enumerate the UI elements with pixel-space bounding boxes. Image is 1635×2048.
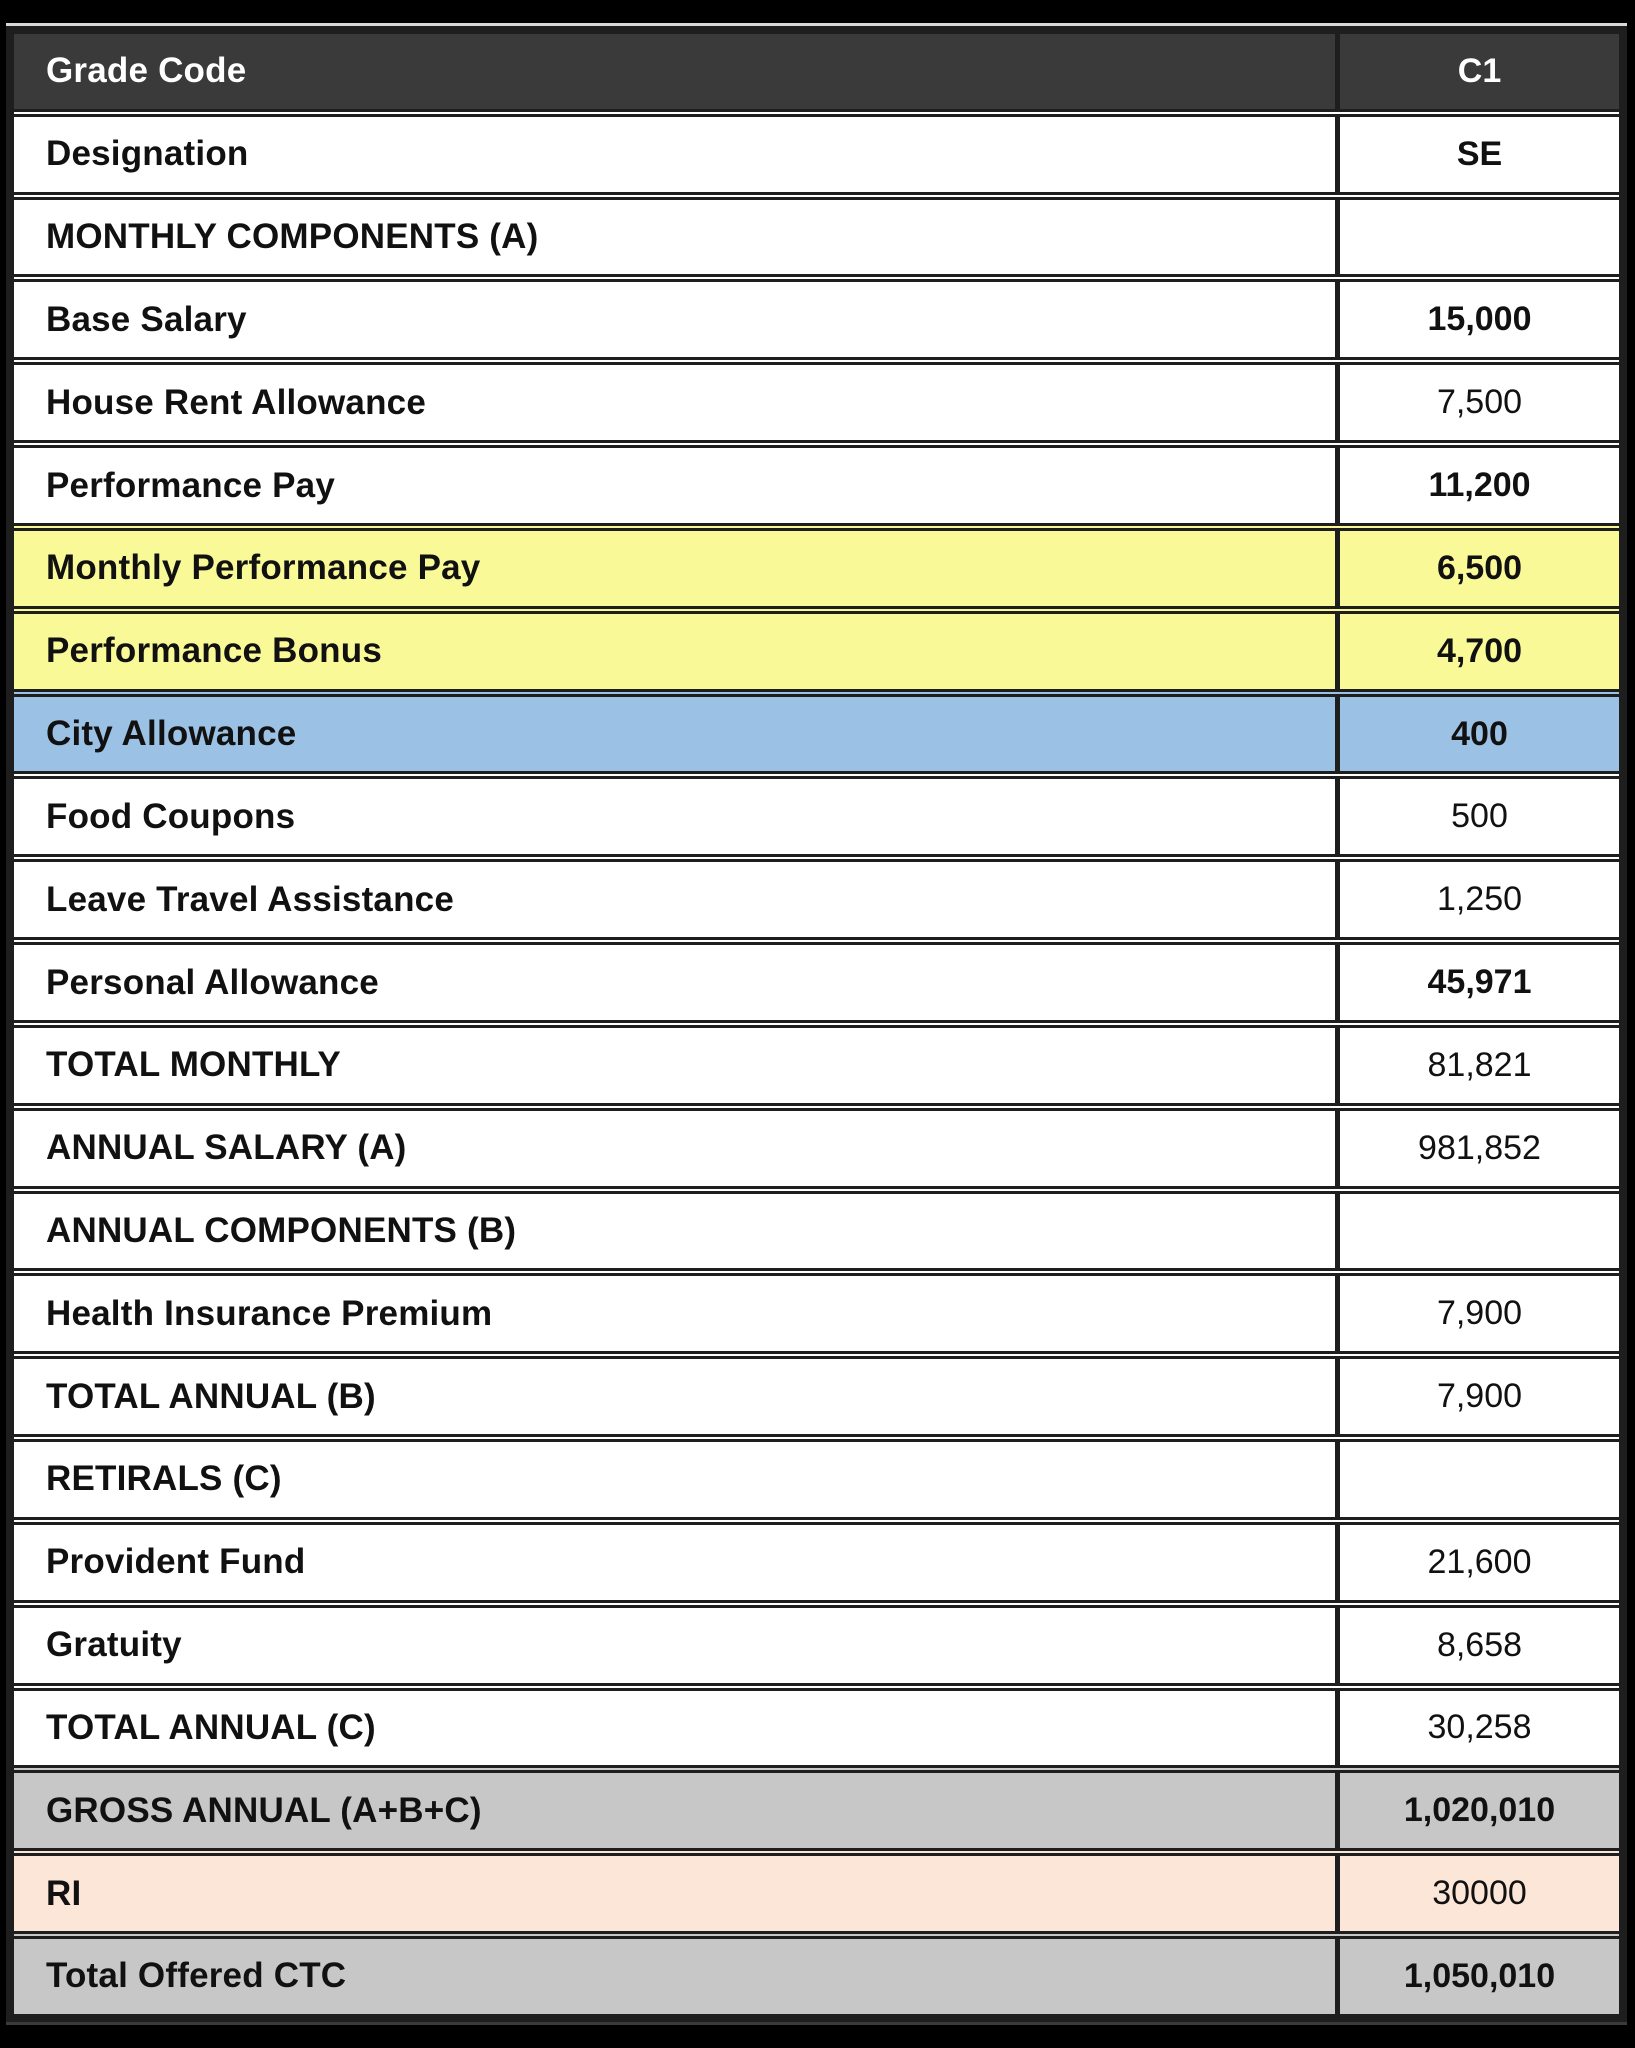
- row-label-cell: Health Insurance Premium: [46, 1293, 493, 1333]
- row-value-cell: 1,250: [1335, 862, 1619, 937]
- row-value-cell: 21,600: [1335, 1525, 1619, 1600]
- table-row: [14, 771, 1619, 854]
- row-value-cell: 400: [1335, 697, 1619, 772]
- row-value-cell: 81,821: [1335, 1028, 1619, 1103]
- row-value-cell: 1,020,010: [1335, 1773, 1619, 1848]
- table-row: [14, 1765, 1619, 1848]
- row-label-cell: Designation: [46, 134, 249, 174]
- table-row: [14, 523, 1619, 606]
- table-row: [14, 1517, 1619, 1600]
- table-row: [14, 1020, 1619, 1103]
- table-row: [14, 606, 1619, 689]
- row-label-cell: Grade Code: [46, 51, 247, 91]
- row-label-cell: ANNUAL SALARY (A): [46, 1128, 407, 1168]
- row-value-cell: 500: [1335, 779, 1619, 854]
- row-value-cell: SE: [1335, 117, 1619, 192]
- row-label-cell: Performance Bonus: [46, 631, 382, 671]
- row-value-cell: 15,000: [1335, 282, 1619, 357]
- row-value-cell: [1335, 1194, 1619, 1269]
- row-value-cell: [1335, 200, 1619, 275]
- table-header-row: [14, 34, 1619, 109]
- table-row: [14, 1434, 1619, 1517]
- row-label-cell: Monthly Performance Pay: [46, 548, 481, 588]
- table-row: [14, 689, 1619, 772]
- salary-table: [6, 26, 1627, 2022]
- row-value-cell: [1335, 1442, 1619, 1517]
- row-label-cell: Base Salary: [46, 299, 247, 339]
- row-value-cell: 30,258: [1335, 1691, 1619, 1766]
- row-label-cell: TOTAL MONTHLY: [46, 1045, 341, 1085]
- row-label-cell: RETIRALS (C): [46, 1459, 282, 1499]
- row-label-cell: Total Offered CTC: [46, 1956, 347, 1996]
- row-value-cell: 4,700: [1335, 614, 1619, 689]
- table-row: [14, 937, 1619, 1020]
- table-row: [14, 1683, 1619, 1766]
- table-row: [14, 357, 1619, 440]
- row-label-cell: City Allowance: [46, 714, 297, 754]
- row-label-cell: House Rent Allowance: [46, 382, 426, 422]
- table-row: [14, 109, 1619, 192]
- table-row: [14, 274, 1619, 357]
- table-row: [14, 1103, 1619, 1186]
- row-value-cell: 7,900: [1335, 1359, 1619, 1434]
- row-value-cell: C1: [1335, 34, 1619, 109]
- row-label-cell: ANNUAL COMPONENTS (B): [46, 1211, 517, 1250]
- table-row: [14, 1848, 1619, 1931]
- row-label-cell: GROSS ANNUAL (A+B+C): [46, 1790, 482, 1830]
- row-value-cell: 11,200: [1335, 448, 1619, 523]
- row-value-cell: 7,900: [1335, 1276, 1619, 1351]
- row-label-cell: Performance Pay: [46, 465, 335, 505]
- table-row: [14, 1931, 1619, 2014]
- row-label-cell: Gratuity: [46, 1625, 182, 1665]
- row-label-cell: TOTAL ANNUAL (C): [46, 1707, 376, 1747]
- row-value-cell: 45,971: [1335, 945, 1619, 1020]
- table-row: [14, 440, 1619, 523]
- table-row: [14, 854, 1619, 937]
- row-label-cell: RI: [46, 1873, 82, 1913]
- row-label-cell: TOTAL ANNUAL (B): [46, 1376, 376, 1416]
- row-value-cell: 981,852: [1335, 1111, 1619, 1186]
- row-label-cell: MONTHLY COMPONENTS (A): [46, 217, 539, 257]
- row-value-cell: 1,050,010: [1335, 1939, 1619, 2014]
- row-label-cell: Personal Allowance: [46, 962, 379, 1002]
- row-value-cell: 7,500: [1335, 365, 1619, 440]
- row-label-cell: Food Coupons: [46, 796, 296, 836]
- table-row: [14, 1186, 1619, 1269]
- row-label-cell: Provident Fund: [46, 1542, 306, 1582]
- row-label-cell: Leave Travel Assistance: [46, 879, 455, 919]
- table-row: [14, 192, 1619, 275]
- table-row: [14, 1351, 1619, 1434]
- row-value-cell: 6,500: [1335, 531, 1619, 606]
- row-value-cell: 30000: [1335, 1856, 1619, 1931]
- row-value-cell: 8,658: [1335, 1608, 1619, 1683]
- table-row: [14, 1268, 1619, 1351]
- table-row: [14, 1600, 1619, 1683]
